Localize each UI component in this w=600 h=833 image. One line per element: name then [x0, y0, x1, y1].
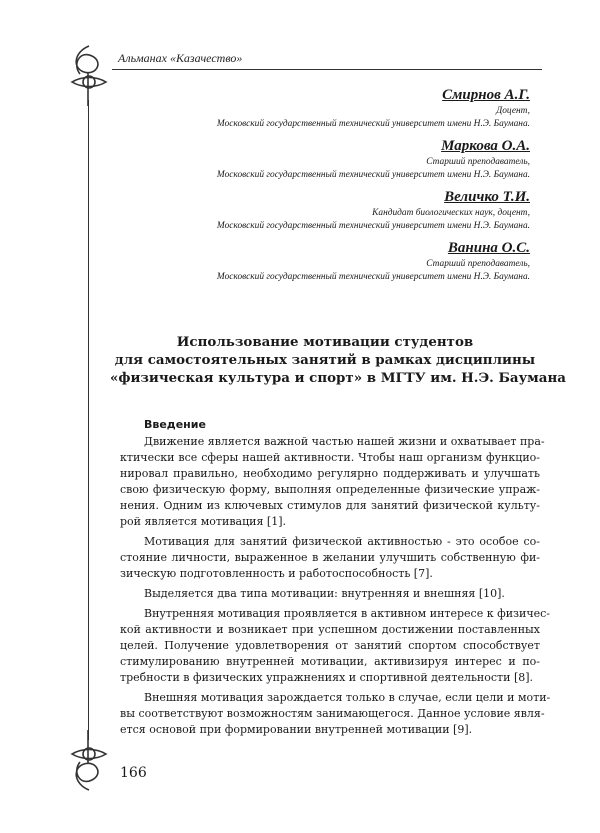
text-line: Движение является важной частью нашей жизни и охватывает пра- [144, 435, 545, 448]
text-line: Выделяется два типа мотивации: внутренняя и внешняя [10]. [144, 587, 505, 600]
author-entry [150, 239, 530, 284]
paragraph [120, 690, 551, 738]
author-position: Старший преподаватель, [426, 157, 530, 167]
text-line: стояние личности, выраженное в желании улучшить собственную фи- [120, 551, 540, 564]
author-entry [150, 86, 530, 131]
text-line: нировал правильно, необходимо регулярно поддерживать и улучшать [120, 467, 540, 480]
author-entry [150, 188, 530, 233]
ornament-top-icon [66, 42, 112, 108]
text-line: ктически все сферы нашей активности. Чтобы наш организм функцио- [120, 451, 540, 464]
author-position: Старший преподаватель, [426, 259, 530, 269]
author-position: Кандидат биологических наук, доцент, [372, 208, 530, 218]
author-name: Ванина О.С. [447, 240, 530, 256]
text-line: вы соответствуют возможностям занимающегося. Данное условие явля- [120, 707, 545, 720]
title-line: для самостоятельных занятий в рамках дисциплины [114, 352, 536, 368]
text-line: стимулированию внутренней мотивации, активизируя интерес и по- [120, 655, 540, 668]
ornament-bottom-icon [66, 728, 112, 794]
author-name: Маркова О.А. [441, 138, 530, 154]
author-name: Смирнов А.Г. [442, 87, 530, 103]
authors-block [150, 86, 530, 290]
text-line: Внешняя мотивация зарождается только в случае, если цели и моти- [144, 691, 551, 704]
article-title [110, 333, 566, 387]
text-line: нения. Одним из ключевых стимулов для занятий физической культу- [120, 499, 540, 512]
paragraph [120, 606, 551, 686]
author-affiliation: Московский государственный технический университет имени Н.Э. Баумана. [216, 272, 530, 282]
text-line: Мотивация для занятий физической активностью - это особое со- [144, 535, 540, 548]
text-line: свою физическую форму, выполняя определенные физические упраж- [120, 483, 540, 496]
text-line: рой является мотивация [1]. [120, 515, 287, 528]
text-line: требности в физических упражнениях и спортивной деятельности [8]. [120, 671, 534, 684]
author-affiliation: Московский государственный технический университет имени Н.Э. Баумана. [216, 221, 530, 231]
paragraph [120, 534, 540, 582]
paragraph [120, 434, 545, 530]
author-affiliation: Московский государственный технический университет имени Н.Э. Баумана. [216, 170, 530, 180]
left-margin-rule [88, 100, 89, 740]
author-name: Величко Т.И. [444, 189, 530, 205]
text-line: целей. Получение удовлетворения от занятий спортом способствует [120, 639, 540, 652]
paragraph [120, 586, 540, 602]
author-position: Доцент, [496, 106, 530, 116]
text-line: ется основой при формировании внутренней мотивации [9]. [120, 723, 473, 736]
article-body [120, 417, 551, 742]
header-rule [112, 69, 542, 70]
text-line: кой активности и возникает при успешном достижении поставленных [120, 623, 540, 636]
section-heading: Введение [144, 418, 206, 431]
text-line: зическую подготовленность и работоспособность [7]. [120, 567, 433, 580]
text-line: Внутренняя мотивация проявляется в активном интересе к физичес- [144, 607, 551, 620]
title-line: «физическая культура и спорт» в МГТУ им. Н.Э. Баумана [110, 370, 566, 386]
running-header: Альманах «Казачество» [118, 51, 243, 65]
author-affiliation: Московский государственный технический университет имени Н.Э. Баумана. [216, 119, 530, 129]
page-number: 166 [120, 765, 147, 781]
author-entry [150, 137, 530, 182]
title-line: Использование мотивации студентов [176, 334, 474, 350]
